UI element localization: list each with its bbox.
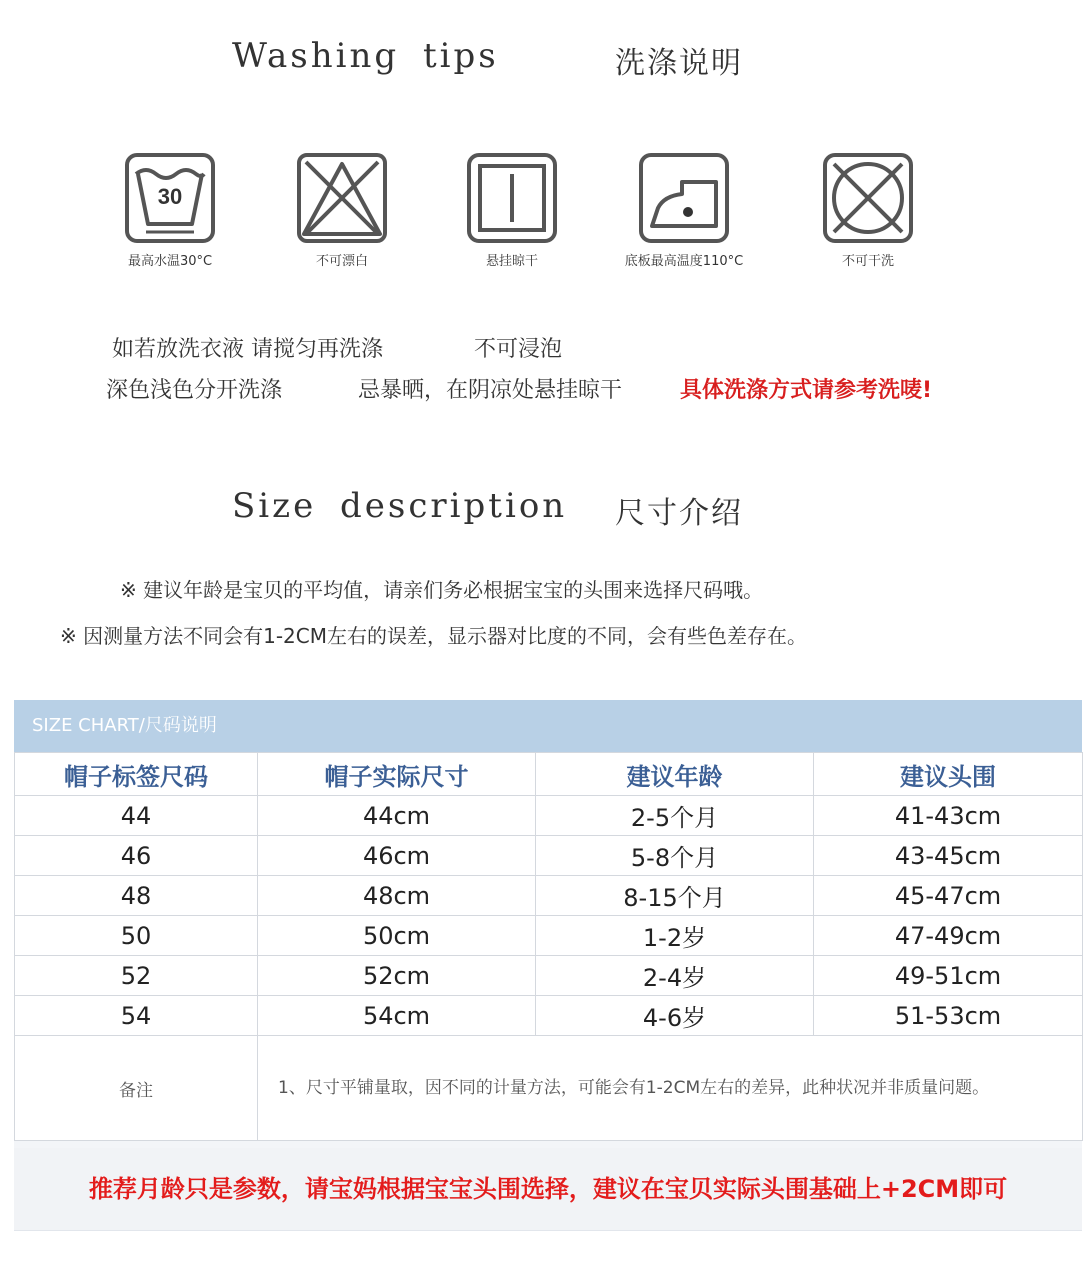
cell-actual-size: 44cm bbox=[258, 796, 536, 836]
cell-actual-size: 52cm bbox=[258, 956, 536, 996]
iron-110-icon bbox=[638, 152, 730, 244]
size-chart-title: SIZE CHART/尺码说明 bbox=[14, 700, 1082, 752]
cell-label-size: 52 bbox=[15, 956, 258, 996]
size-title-zh: 尺寸介绍 bbox=[615, 496, 743, 531]
cell-label-size: 46 bbox=[15, 836, 258, 876]
tip-avoid-sun: 忌暴晒，在阴凉处悬挂晾干 bbox=[358, 378, 623, 403]
cell-label-size: 50 bbox=[15, 916, 258, 956]
col-header-actual-size: 帽子实际尺寸 bbox=[258, 753, 536, 796]
cell-head-size: 47-49cm bbox=[814, 916, 1083, 956]
cell-age: 4-6岁 bbox=[536, 996, 814, 1036]
wash-30-label: 最高水温30°C bbox=[127, 254, 213, 269]
table-row bbox=[15, 916, 1083, 956]
cell-head-size: 41-43cm bbox=[814, 796, 1083, 836]
no-bleach-label: 不可漂白 bbox=[315, 254, 368, 269]
line-dry-label: 悬挂晾干 bbox=[485, 254, 538, 269]
washing-title-zh: 洗涤说明 bbox=[615, 46, 743, 81]
cell-age: 8-15个月 bbox=[536, 876, 814, 916]
line-dry-icon bbox=[466, 152, 558, 244]
remark-label: 备注 bbox=[15, 1036, 258, 1141]
size-note-age: ※ 建议年龄是宝贝的平均值，请亲们务必根据宝宝的头围来选择尺码哦。 bbox=[120, 578, 764, 602]
washing-title-en: Washing tips bbox=[232, 36, 499, 76]
size-note-error: ※ 因测量方法不同会有1-2CM左右的误差，显示器对比度的不同，会有些色差存在。 bbox=[60, 624, 808, 648]
table-header-row bbox=[15, 753, 1083, 796]
cell-head-size: 43-45cm bbox=[814, 836, 1083, 876]
cell-actual-size: 46cm bbox=[258, 836, 536, 876]
remark-row bbox=[15, 1036, 1083, 1141]
col-header-label-size: 帽子标签尺码 bbox=[15, 753, 258, 796]
size-title-en: Size description bbox=[232, 486, 568, 526]
table-row bbox=[15, 836, 1083, 876]
cell-label-size: 54 bbox=[15, 996, 258, 1036]
remark-text: 1、尺寸平铺量取，因不同的计量方法，可能会有1-2CM左右的差异，此种状况并非质量问题。 bbox=[258, 1036, 1083, 1141]
cell-label-size: 44 bbox=[15, 796, 258, 836]
col-header-age: 建议年龄 bbox=[536, 753, 814, 796]
table-row bbox=[15, 876, 1083, 916]
cell-age: 1-2岁 bbox=[536, 916, 814, 956]
cell-age: 5-8个月 bbox=[536, 836, 814, 876]
recommendation-note: 推荐月龄只是参数，请宝妈根据宝宝头围选择，建议在宝贝实际头围基础上+2CM即可 bbox=[14, 1148, 1082, 1230]
cell-actual-size: 50cm bbox=[258, 916, 536, 956]
size-chart-table bbox=[14, 752, 1083, 1141]
no-dry-clean-icon bbox=[822, 152, 914, 244]
col-header-head-size: 建议头围 bbox=[814, 753, 1083, 796]
cell-actual-size: 54cm bbox=[258, 996, 536, 1036]
iron-110-label: 底板最高温度110°C bbox=[624, 254, 744, 269]
cell-age: 2-4岁 bbox=[536, 956, 814, 996]
table-row bbox=[15, 796, 1083, 836]
tip-refer-label: 具体洗涤方式请参考洗唛! bbox=[680, 378, 933, 403]
cell-head-size: 49-51cm bbox=[814, 956, 1083, 996]
tip-separate-colors: 深色浅色分开洗涤 bbox=[106, 378, 283, 403]
tip-stir-detergent: 如若放洗衣液 请搅匀再洗涤 bbox=[112, 337, 383, 362]
cell-label-size: 48 bbox=[15, 876, 258, 916]
cell-head-size: 45-47cm bbox=[814, 876, 1083, 916]
cell-head-size: 51-53cm bbox=[814, 996, 1083, 1036]
wash-30-icon bbox=[124, 152, 216, 244]
cell-age: 2-5个月 bbox=[536, 796, 814, 836]
wash-temp-text: 30 bbox=[157, 184, 183, 209]
table-row bbox=[15, 996, 1083, 1036]
cell-actual-size: 48cm bbox=[258, 876, 536, 916]
tip-no-soak: 不可浸泡 bbox=[474, 337, 563, 362]
table-row bbox=[15, 956, 1083, 996]
no-dry-clean-label: 不可干洗 bbox=[841, 254, 894, 269]
no-bleach-icon bbox=[296, 152, 388, 244]
